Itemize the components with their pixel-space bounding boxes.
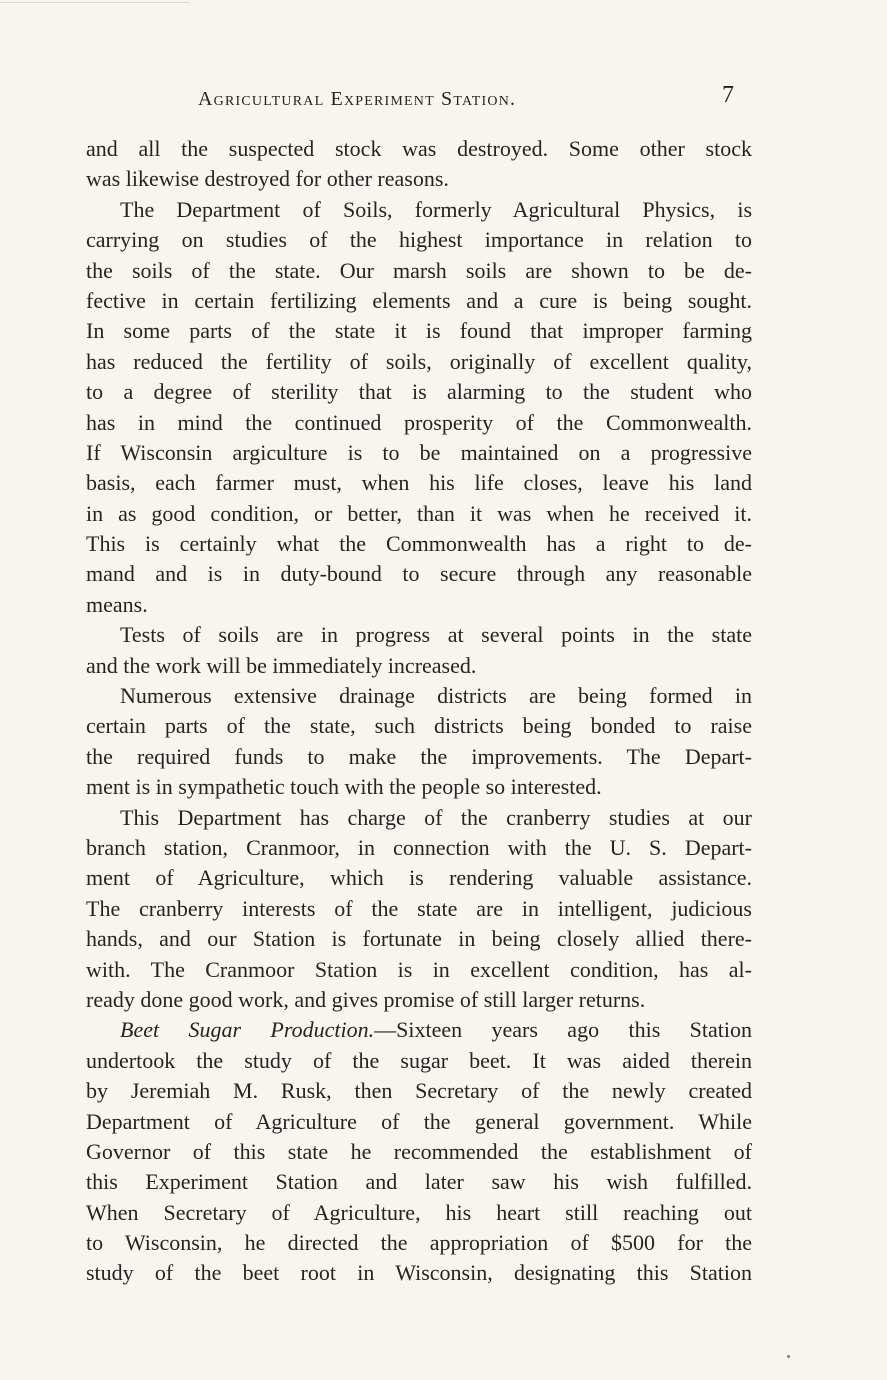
text-line: has reduced the fertility of soils, originally of excellent quality, bbox=[86, 348, 752, 374]
text-line: Department of Agriculture of the general government. While bbox=[86, 1108, 752, 1134]
text-line: Governor of this state he recommended the establishment of bbox=[86, 1138, 752, 1164]
text-line: means. bbox=[86, 591, 148, 617]
text-line: ment is in sympathetic touch with the people so interested. bbox=[86, 774, 602, 800]
text-line: undertook the study of the sugar beet. It was aided therein bbox=[86, 1047, 752, 1073]
text-line: The Department of Soils, formerly Agricultural Physics, is bbox=[120, 196, 752, 222]
text-line: the required funds to make the improvements. The Depart- bbox=[86, 743, 752, 769]
text-line: This is certainly what the Commonwealth has a right to de- bbox=[86, 531, 752, 557]
text-line: the soils of the state. Our marsh soils are shown to be de- bbox=[86, 257, 752, 283]
text-line: Numerous extensive drainage districts are being formed in bbox=[120, 683, 752, 709]
text-line: study of the beet root in Wisconsin, designating this Station bbox=[86, 1260, 752, 1286]
text-line: ready done good work, and gives promise of still larger returns. bbox=[86, 986, 646, 1012]
text-line: mand and is in duty-bound to secure through any reasonable bbox=[86, 561, 752, 587]
text-line: branch station, Cranmoor, in connection with the U. S. Depart- bbox=[86, 834, 752, 860]
text-line: this Experiment Station and later saw his wish fulfilled. bbox=[86, 1169, 752, 1195]
text-line: certain parts of the state, such districts being bonded to raise bbox=[86, 713, 752, 739]
running-title: Agricultural Experiment Station. bbox=[198, 88, 517, 110]
text-line: ment of Agriculture, which is rendering valuable assistance. bbox=[86, 865, 752, 891]
page-header bbox=[86, 84, 746, 120]
text-line: with. The Cranmoor Station is in excellent condition, has al- bbox=[86, 956, 752, 982]
text-line: to a degree of sterility that is alarming to the student who bbox=[86, 379, 752, 405]
top-edge-rule bbox=[0, 2, 190, 3]
page-number: 7 bbox=[722, 82, 734, 108]
text-line: hands, and our Station is fortunate in being closely allied there- bbox=[86, 926, 752, 952]
text-line: carrying on studies of the highest importance in relation to bbox=[86, 227, 752, 253]
text-line: has in mind the continued prosperity of the Commonwealth. bbox=[86, 409, 752, 435]
text-line: and all the suspected stock was destroyed. Some other stock bbox=[86, 136, 752, 161]
text-line: in as good condition, or better, than it was when he received it. bbox=[86, 500, 752, 526]
text-line: fective in certain fertilizing elements and a cure is being sought. bbox=[86, 287, 752, 313]
paper-speck bbox=[787, 1355, 790, 1358]
text-line: Tests of soils are in progress at several points in the state bbox=[120, 622, 752, 648]
section-heading: Beet Sugar Production. bbox=[120, 1017, 375, 1043]
text-line: and the work will be immediately increased. bbox=[86, 652, 477, 678]
section-intro-line bbox=[86, 1015, 752, 1045]
text-line: basis, each farmer must, when his life closes, leave his land bbox=[86, 470, 752, 496]
text-line: was likewise destroyed for other reasons. bbox=[86, 166, 449, 192]
text-line: If Wisconsin argiculture is to be maintained on a progressive bbox=[86, 439, 752, 465]
text-line: The cranberry interests of the state are in intelligent, judicious bbox=[86, 895, 752, 921]
text-line: by Jeremiah M. Rusk, then Secretary of the newly created bbox=[86, 1078, 752, 1104]
text-line: to Wisconsin, he directed the appropriation of $500 for the bbox=[86, 1230, 752, 1256]
text-line: When Secretary of Agriculture, his heart still reaching out bbox=[86, 1199, 752, 1225]
body-text bbox=[86, 134, 752, 1289]
text-line: This Department has charge of the cranberry studies at our bbox=[120, 804, 752, 830]
text-line: In some parts of the state it is found that improper farming bbox=[86, 318, 752, 344]
section-intro-text: —Sixteen years ago this Station bbox=[374, 1017, 752, 1043]
